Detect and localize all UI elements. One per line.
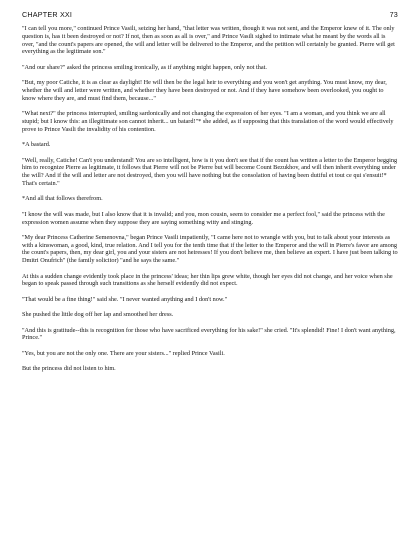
paragraph: "And this is gratitude--this is recognition for those who have sacrificed everything for his sake!" she cried. "It's splendid! Fine! I don't want anything, Prince." bbox=[22, 326, 396, 342]
footnote: *And all that follows therefrom. bbox=[22, 195, 103, 203]
paragraph: "Well, really, Catiche! Can't you understand! You are so intelligent, how is it you don't see that if the count has written a letter to the Emperor begging him to recognize Pierre as legitimate, it follows that Pierre will not be Pierre but will become Count Bezukhov, and will then inherit everything under the will? And if the will and letter are not destroyed, then you will have nothing but the consolation of having been dutiful et tout ce qui s'ensuit!* That's certain." bbox=[22, 156, 398, 187]
paragraph: "Yes, but you are not the only one. There are your sisters..." replied Prince Vasili. bbox=[22, 349, 225, 357]
paragraph: But the princess did not listen to him. bbox=[22, 365, 116, 373]
paragraph: "I can tell you more," continued Prince Vasili, seizing her hand, "that letter was written, though it was not sent, and the Emperor knew of it. The only question is, has it been destroyed or not? If not, then as soon as all is over," and Prince Vasili sighed to intimate what he meant by the words all is over, "and the count's papers are opened, the will and letter will be delivered to the Emperor, and the petition will certainly be granted. Pierre will get everything as the legitimate son." bbox=[22, 25, 395, 56]
paragraph: "But, my poor Catiche, it is as clear as daylight! He will then be the legal heir to everything and you won't get anything. You must know, my dear, whether the will and letter were written, and whether they have been destroyed or not. And if they have somehow been overlooked, you ought to know where they are, and must find them, because..." bbox=[22, 79, 387, 102]
page-number: 73 bbox=[389, 10, 398, 19]
page-body bbox=[22, 25, 398, 373]
paragraph: "I know the will was made, but I also know that it is invalid; and you, mon cousin, seem to consider me a perfect fool," said the princess with the expression women assume when they suppose they are saying something witty and stinging. bbox=[22, 210, 385, 226]
paragraph: "My dear Princess Catherine Semenovna," began Prince Vasili impatiently, "I came here not to wrangle with you, but to talk about your interests as with a kinswoman, a good, kind, true relation. And I tell you for the tenth time that if the letter to the Emperor and the will in Pierre's favor are among the count's papers, then, my dear girl, you and your sisters are not heiresses! If you don't believe me, then believe an expert. I have just been talking to Dmitri Onufrich" (the family solicitor) "and he says the same." bbox=[22, 233, 398, 265]
paragraph: At this a sudden change evidently took place in the princess' ideas; her thin lips grew white, though her eyes did not change, and her voice when she began to speak passed through such transitions as she herself evidently did not expect. bbox=[22, 272, 393, 288]
footnote: *A bastard. bbox=[22, 141, 51, 149]
paragraph: "That would be a fine thing!" said she. "I never wanted anything and I don't now." bbox=[22, 295, 228, 303]
page-header bbox=[22, 10, 398, 19]
paragraph: "What next?" the princess interrupted, smiling sardonically and not changing the expression of her eyes. "I am a woman, and you think we are all stupid; but I know this: an illegitimate son cannot inherit... un batard!"* she added, as if supposing that this translation of the word would effectively prove to Prince Vasili the invalidity of his contention. bbox=[22, 110, 394, 133]
paragraph: She pushed the little dog off her lap and smoothed her dress. bbox=[22, 311, 174, 319]
chapter-title: CHAPTER XXI bbox=[22, 10, 73, 19]
paragraph: "And our share?" asked the princess smiling ironically, as if anything might happen, only not that. bbox=[22, 63, 267, 71]
